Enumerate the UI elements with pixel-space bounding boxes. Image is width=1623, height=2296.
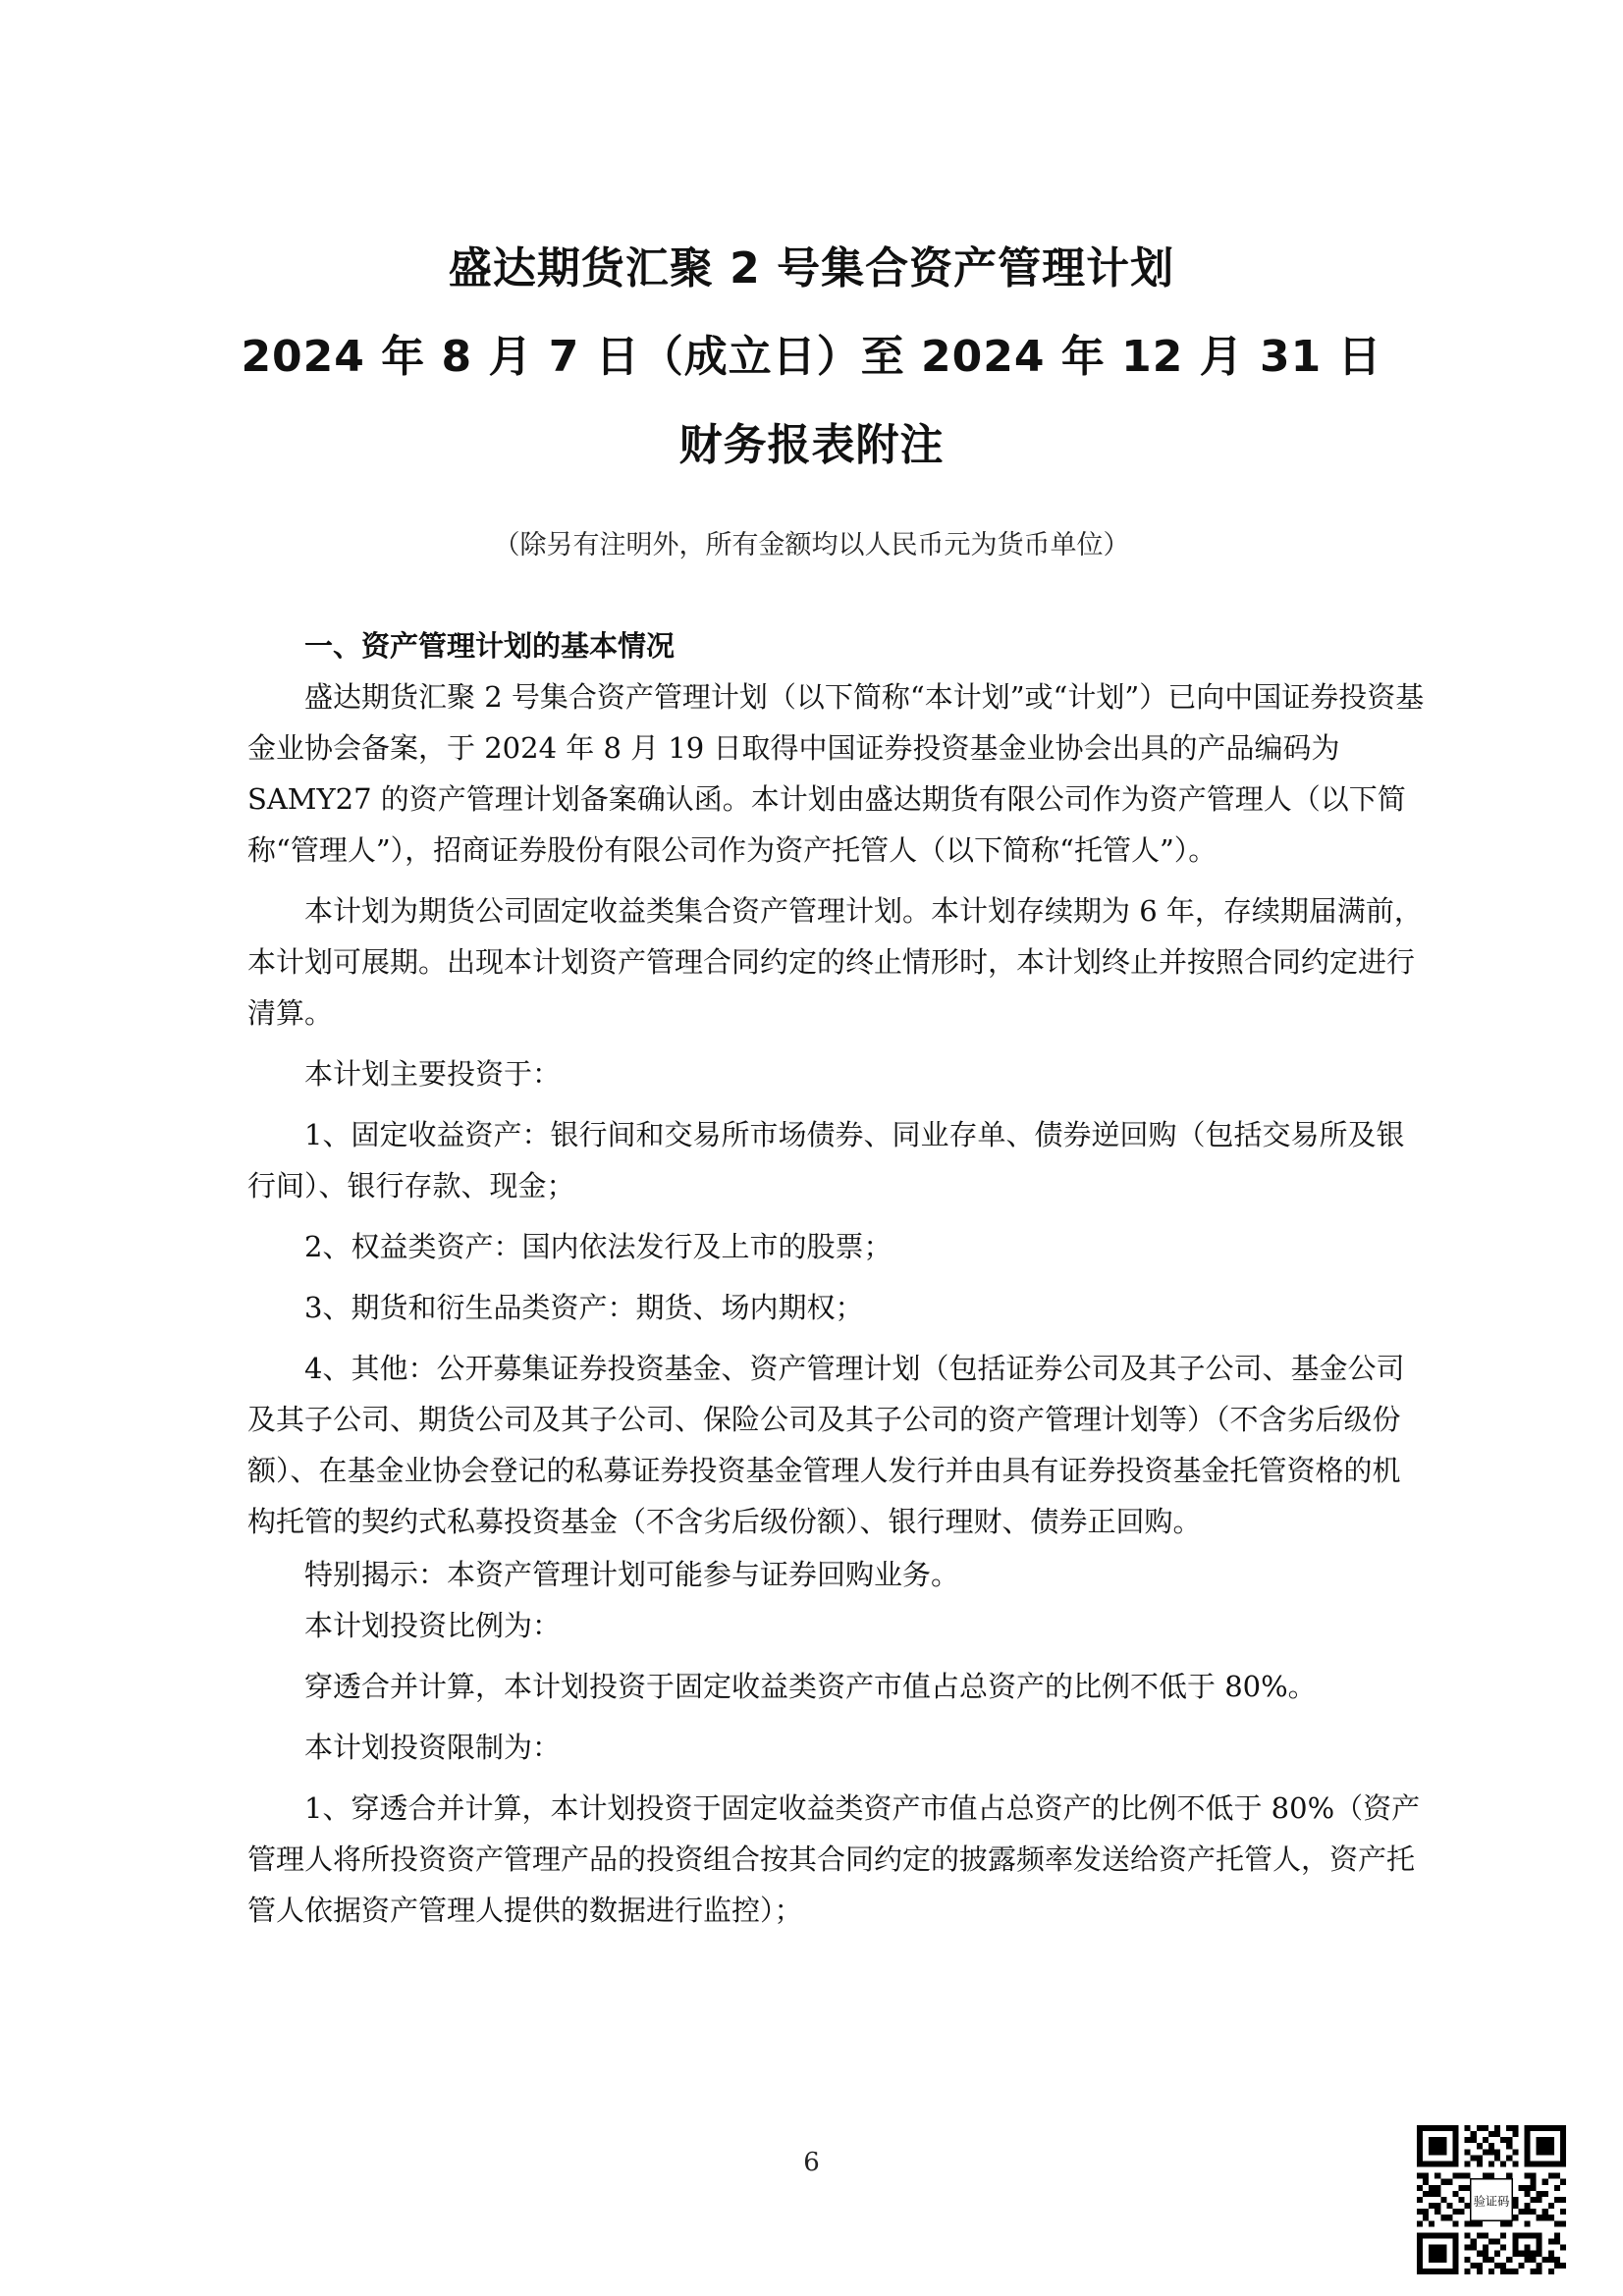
list-item: 4、其他：公开募集证券投资基金、资产管理计划（包括证券公司及其子公司、基金公司及其子公司、期货公司及其子公司、保险公司及其子公司的资产管理计划等）（不含劣后级份额）、在基金业协会登记的私募证券投资基金管理人发行并由具有证券投资基金托管资格的机构托管的契约式私募投资基金（不含劣后级份额）、银行理财、债券正回购。 bbox=[247, 1352, 1405, 1538]
paragraph: 本计划投资限制为： bbox=[304, 1731, 562, 1764]
currency-note: （除另有注明外，所有金额均以人民币元为货币单位） bbox=[493, 530, 1130, 561]
paragraph: 穿透合并计算，本计划投资于固定收益类资产市值占总资产的比例不低于 80%。 bbox=[304, 1670, 1317, 1703]
section-heading: 一、资产管理计划的基本情况 bbox=[304, 629, 676, 663]
list-item: 2、权益类资产：国内依法发行及上市的股票； bbox=[304, 1230, 893, 1263]
paragraph: 本计划主要投资于： bbox=[304, 1057, 562, 1091]
paragraph: 本计划投资比例为： bbox=[304, 1609, 562, 1642]
paragraph: 特别揭示：本资产管理计划可能参与证券回购业务。 bbox=[304, 1558, 960, 1591]
document-title: 盛达期货汇聚 2 号集合资产管理计划 bbox=[448, 243, 1175, 294]
list-item: 1、固定收益资产：银行间和交易所市场债券、同业存单、债券逆回购（包括交易所及银行间）、银行存款、现金； bbox=[247, 1118, 1405, 1202]
page-number: 6 bbox=[803, 2148, 820, 2177]
list-item: 1、穿透合并计算，本计划投资于固定收益类资产市值占总资产的比例不低于 80%（资产管理人将所投资资产管理产品的投资组合按其合同约定的披露频率发送给资产托管人，资产托管人依据资产管理人提供的数据进行监控）； bbox=[247, 1791, 1421, 1927]
document-subtitle-heading: 财务报表附注 bbox=[678, 420, 945, 470]
list-item: 3、期货和衍生品类资产：期货、场内期权； bbox=[304, 1291, 864, 1324]
document-period: 2024 年 8 月 7 日（成立日）至 2024 年 12 月 31 日 bbox=[241, 332, 1382, 382]
paragraph: 盛达期货汇聚 2 号集合资产管理计划（以下简称“本计划”或“计划”）已向中国证券投资基金业协会备案，于 2024 年 8 月 19 日取得中国证券投资基金业协会出具的产品编码为 SAMY27 的资产管理计划备案确认函。本计划由盛达期货有限公司作为资产管理人（以下简称“管理人”），招商证券股份有限公司作为资产托管人（以下简称“托管人”）。 bbox=[247, 680, 1425, 867]
qr-label: 验证码 bbox=[1473, 2194, 1510, 2209]
qr-code-icon bbox=[1417, 2125, 1566, 2274]
paragraph: 本计划为期货公司固定收益类集合资产管理计划。本计划存续期为 6 年，存续期届满前，本计划可展期。出现本计划资产管理合同约定的终止情形时，本计划终止并按照合同约定进行清算。 bbox=[247, 894, 1423, 1030]
document-body bbox=[247, 620, 1426, 1936]
